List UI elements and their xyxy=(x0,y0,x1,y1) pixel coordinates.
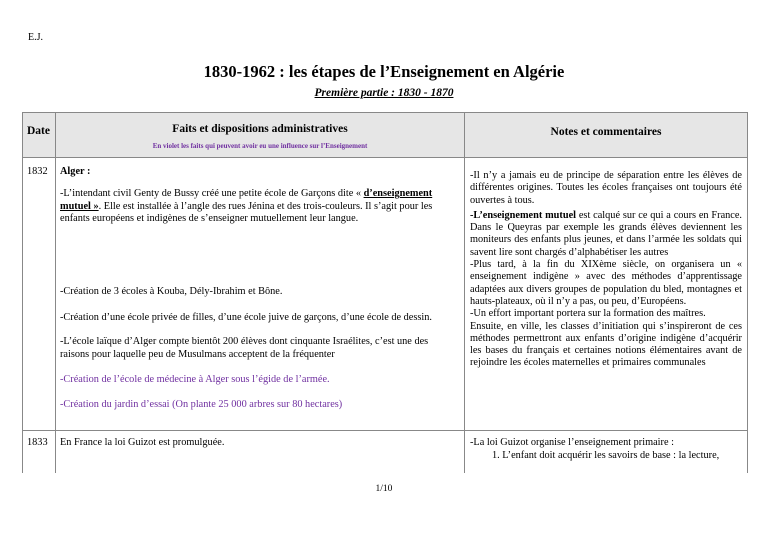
row-date-1833: 1833 xyxy=(27,437,48,448)
column-divider xyxy=(464,113,465,473)
note-paragraph: -Plus tard, à la fin du XIXème siècle, on organisera un « enseignement indigène » avec des méthodes d’apprentissage adaptées aux divers groupes de population du bled, montagnes et hauts-plateaux, où il n’y a pas, ou peu, d’Européens. xyxy=(470,259,742,307)
faits-paragraph-line: enfants européens et indigènes de s’enseigner mutuellement leur langue. xyxy=(60,213,359,224)
note-paragraph: -L’enseignement mutuel est calqué sur ce qui a cours en France. Dans le Queyras par exemple les grands élèves deviennent les moniteurs des enfants plus jeunes, et dans l’armée les soldats qui savent lire sont chargés d’alphabétiser les autres xyxy=(470,209,743,258)
row-heading-alger: Alger : xyxy=(60,166,91,177)
column-divider xyxy=(55,113,56,473)
column-header-date: Date xyxy=(27,125,50,137)
row-divider xyxy=(23,430,747,431)
faits-paragraph-line: -L’école laïque d’Alger compte bientôt 200 élèves dont cinquante Israélites, c’est une des xyxy=(60,336,429,347)
document-subtitle: Première partie : 1830 - 1870 xyxy=(314,87,454,99)
row-date-1832: 1832 xyxy=(27,166,48,177)
notes-cell-1832 xyxy=(470,170,742,370)
chronology-table xyxy=(22,112,748,473)
faits-paragraph: En France la loi Guizot est promulguée. xyxy=(60,437,225,448)
column-header-notes: Notes et commentaires xyxy=(550,126,662,138)
page-number: 1/10 xyxy=(375,484,393,494)
faits-paragraph-purple: -Création de l’école de médecine à Alger sous l’égide de l’armée. xyxy=(60,374,330,385)
author-initials: E.J. xyxy=(28,32,43,43)
column-header-faits: Faits et dispositions administratives xyxy=(172,123,348,135)
faits-paragraph: -Création de 3 écoles à Kouba, Dély-Ibrahim et Bône. xyxy=(60,286,283,297)
note-paragraph: -Un effort important portera sur la formation des maîtres. xyxy=(470,308,706,320)
note-paragraph: -Il n’y a jamais eu de principe de séparation entre les élèves de différentes origines. Toutes les écoles françaises ont toujours été ouvertes à tous. xyxy=(470,170,742,206)
faits-paragraph-line: mutuel ». Elle est installée à l’angle des rues Jénina et des trois-couleurs. Il s’agit pour les xyxy=(60,201,433,212)
note-paragraph: -La loi Guizot organise l’enseignement primaire : xyxy=(470,437,674,448)
faits-paragraph: -Création d’une école privée de filles, d’une école juive de garçons, d’une école de dessin. xyxy=(60,312,432,323)
document-title: 1830-1962 : les étapes de l’Enseignement en Algérie xyxy=(203,62,565,81)
faits-paragraph-purple: -Création du jardin d’essai (On plante 25 000 arbres sur 80 hectares) xyxy=(60,399,343,410)
note-list-item: 1. L’enfant doit acquérir les savoirs de base : la lecture, xyxy=(492,450,720,461)
note-paragraph: Ensuite, en ville, les classes d’initiation qui s’inspireront de ces méthodes permettront aux enfants d’origine indigène d’acquérir les bases du français et certaines notions élémentaires avant de rejoindre les écoles maternelles et primaires communales xyxy=(470,320,742,369)
faits-paragraph-line: raisons pour laquelle peu de Musulmans acceptent de la fréquenter xyxy=(60,349,335,360)
faits-paragraph-line: -L’intendant civil Genty de Bussy créé une petite école de Garçons dite « d’enseignement xyxy=(60,188,433,199)
table-header xyxy=(23,113,747,158)
column-header-faits-note: En violet les faits qui peuvent avoir eu une influence sur l’Enseignement xyxy=(152,142,368,150)
